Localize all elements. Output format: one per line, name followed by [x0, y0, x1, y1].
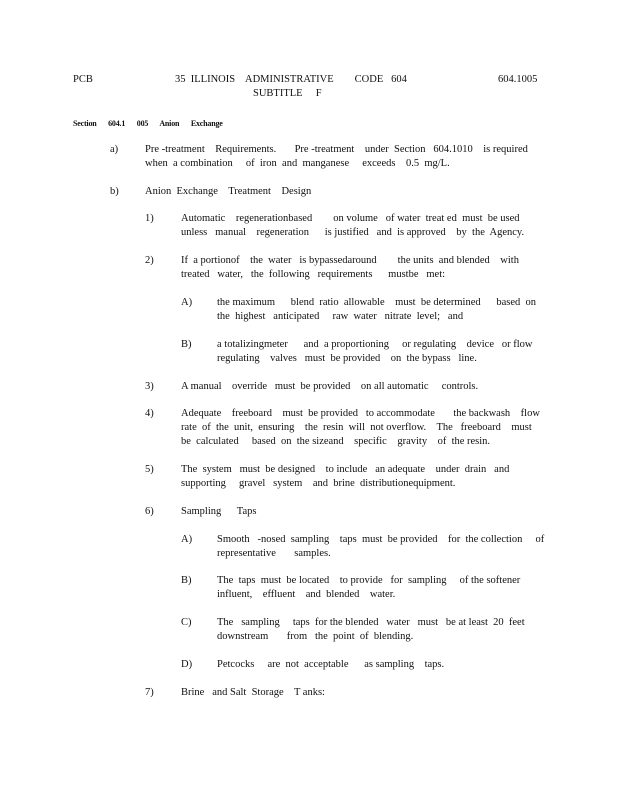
item-b6D-label: D) — [181, 659, 193, 670]
item-a-text — [145, 143, 528, 171]
item-b2-line2: treated water, the following requirements mustbe met: — [181, 269, 446, 280]
section-word: Section — [73, 119, 97, 128]
section-heading — [73, 117, 223, 131]
item-b7-label: 7) — [145, 687, 154, 698]
item-b-label: b) — [110, 186, 119, 197]
item-b6C-line2: downstream from the point of blending. — [217, 631, 414, 642]
header-center-line1: 35 ILLINOIS ADMINISTRATIVE CODE 604 — [175, 74, 407, 85]
item-b5-line1: The system must be designed to include an adequate under drain and — [181, 464, 510, 475]
item-b6A-line2: representative samples. — [217, 548, 331, 559]
item-b4-line2: rate of the unit, ensuring the resin will not overflow. The freeboard must — [181, 422, 532, 433]
item-b4-label: 4) — [145, 408, 154, 419]
item-b3-label: 3) — [145, 381, 154, 392]
item-b1-line2: unless manual regeneration is justified and is approved by the Agency. — [181, 227, 525, 238]
item-b6D-text: Petcocks are not acceptable as sampling taps. — [217, 659, 445, 670]
item-b2A-label: A) — [181, 297, 193, 308]
item-a-line2: when a combination of iron and manganese exceeds 0.5 mg/L. — [145, 158, 450, 169]
item-b1-line1: Automatic regenerationbased on volume of water treat ed must be used — [181, 213, 520, 224]
item-b6C-label: C) — [181, 617, 192, 628]
header-left: PCB — [73, 74, 93, 85]
item-b6A-text — [217, 533, 544, 561]
item-b2B-line1: a totalizingmeter and a proportioning or regulating device or flow — [217, 339, 533, 350]
item-b1-label: 1) — [145, 213, 154, 224]
item-b2-text — [181, 254, 519, 282]
item-b2A-line2: the highest anticipated raw water nitrate level; and — [217, 311, 464, 322]
item-b6B-label: B) — [181, 575, 192, 586]
item-b6C-line1: The sampling taps for the blended water must be at least 20 feet — [217, 617, 525, 628]
item-a-label: a) — [110, 144, 119, 155]
section-subnumber: 005 — [136, 119, 149, 128]
item-b3-text: A manual override must be provided on all automatic controls. — [181, 381, 479, 392]
item-b2-line1: If a portionof the water is bypassedaround the units and blended with — [181, 255, 519, 266]
item-b4-line1: Adequate freeboard must be provided to accommodate the backwash flow — [181, 408, 540, 419]
header-right: 604.1005 — [498, 74, 538, 85]
item-b6B-line2: influent, effluent and blended water. — [217, 589, 396, 600]
item-b6A-line1: Smooth -nosed sampling taps must be provided for the collection of — [217, 534, 545, 545]
item-b4-text — [181, 407, 540, 449]
item-b6-label: 6) — [145, 506, 154, 517]
item-b6A-label: A) — [181, 534, 193, 545]
item-b2-label: 2) — [145, 255, 154, 266]
section-title-word1: Anion — [159, 119, 180, 128]
item-b2B-line2: regulating valves must be provided on the bypass line. — [217, 353, 477, 364]
item-a-line1: Pre -treatment Requirements. Pre -treatment under Section 604.1010 is required — [145, 144, 528, 155]
section-title-word2: Exchange — [190, 119, 223, 128]
item-b7-heading: Brine and Salt Storage T anks: — [181, 687, 325, 698]
item-b5-text — [181, 463, 509, 491]
item-b5-line2: supporting gravel system and brine distributionequipment. — [181, 478, 456, 489]
item-b2B-label: B) — [181, 339, 192, 350]
item-b2A-line1: the maximum blend ratio allowable must be determined based on — [217, 297, 537, 308]
item-b6C-text — [217, 616, 525, 644]
item-b6B-text — [217, 574, 520, 602]
section-number: 604.1 — [108, 119, 126, 128]
item-b2A-text — [217, 296, 536, 324]
item-b2B-text — [217, 338, 533, 366]
item-b-heading: Anion Exchange Treatment Design — [145, 186, 312, 197]
item-b4-line3: be calculated based on the sizeand specific gravity of the resin. — [181, 436, 491, 447]
header-center-line2: SUBTITLE F — [253, 88, 322, 99]
item-b6B-line1: The taps must be located to provide for sampling of the softener — [217, 575, 521, 586]
item-b6-heading: Sampling Taps — [181, 506, 257, 517]
item-b1-text — [181, 212, 524, 240]
item-b5-label: 5) — [145, 464, 154, 475]
